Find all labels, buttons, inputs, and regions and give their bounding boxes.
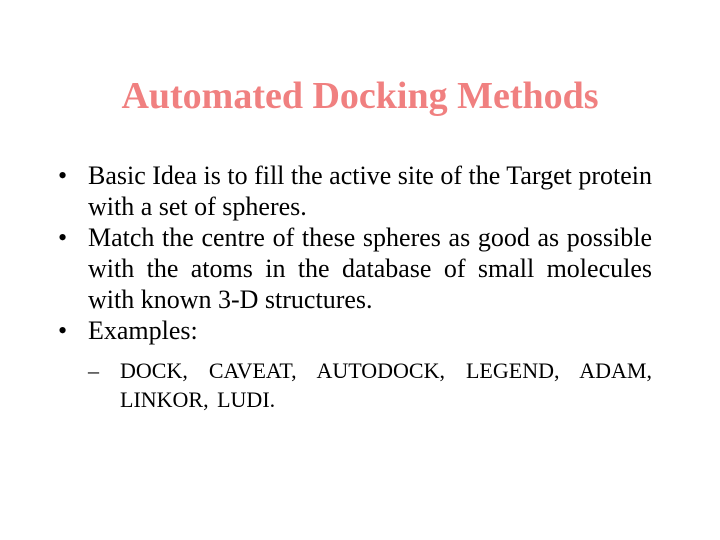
examples-text: DOCK, CAVEAT, AUTODOCK, LEGEND, ADAM, LINKOR, LUDI. xyxy=(120,358,652,412)
bullet-text: Examples: xyxy=(88,316,198,345)
examples-subitem xyxy=(88,356,652,414)
bullet-dot: • xyxy=(58,161,68,190)
bullet-dot: • xyxy=(58,316,68,345)
bullet-match-centre xyxy=(52,222,652,315)
slide-title: Automated Docking Methods xyxy=(121,75,599,117)
bullet-dot: • xyxy=(58,223,68,252)
bullet-list xyxy=(52,160,652,414)
examples-sublist xyxy=(88,356,652,414)
bullet-text: Match the centre of these spheres as good as possible with the atoms in the database of small molecules with known 3-D structures. xyxy=(88,223,652,314)
bullet-text: Basic Idea is to fill the active site of the Target protein with a set of spheres. xyxy=(88,161,652,221)
bullet-examples xyxy=(52,315,652,414)
sub-bullet-dash: – xyxy=(88,358,99,383)
bullet-basic-idea xyxy=(52,160,652,222)
